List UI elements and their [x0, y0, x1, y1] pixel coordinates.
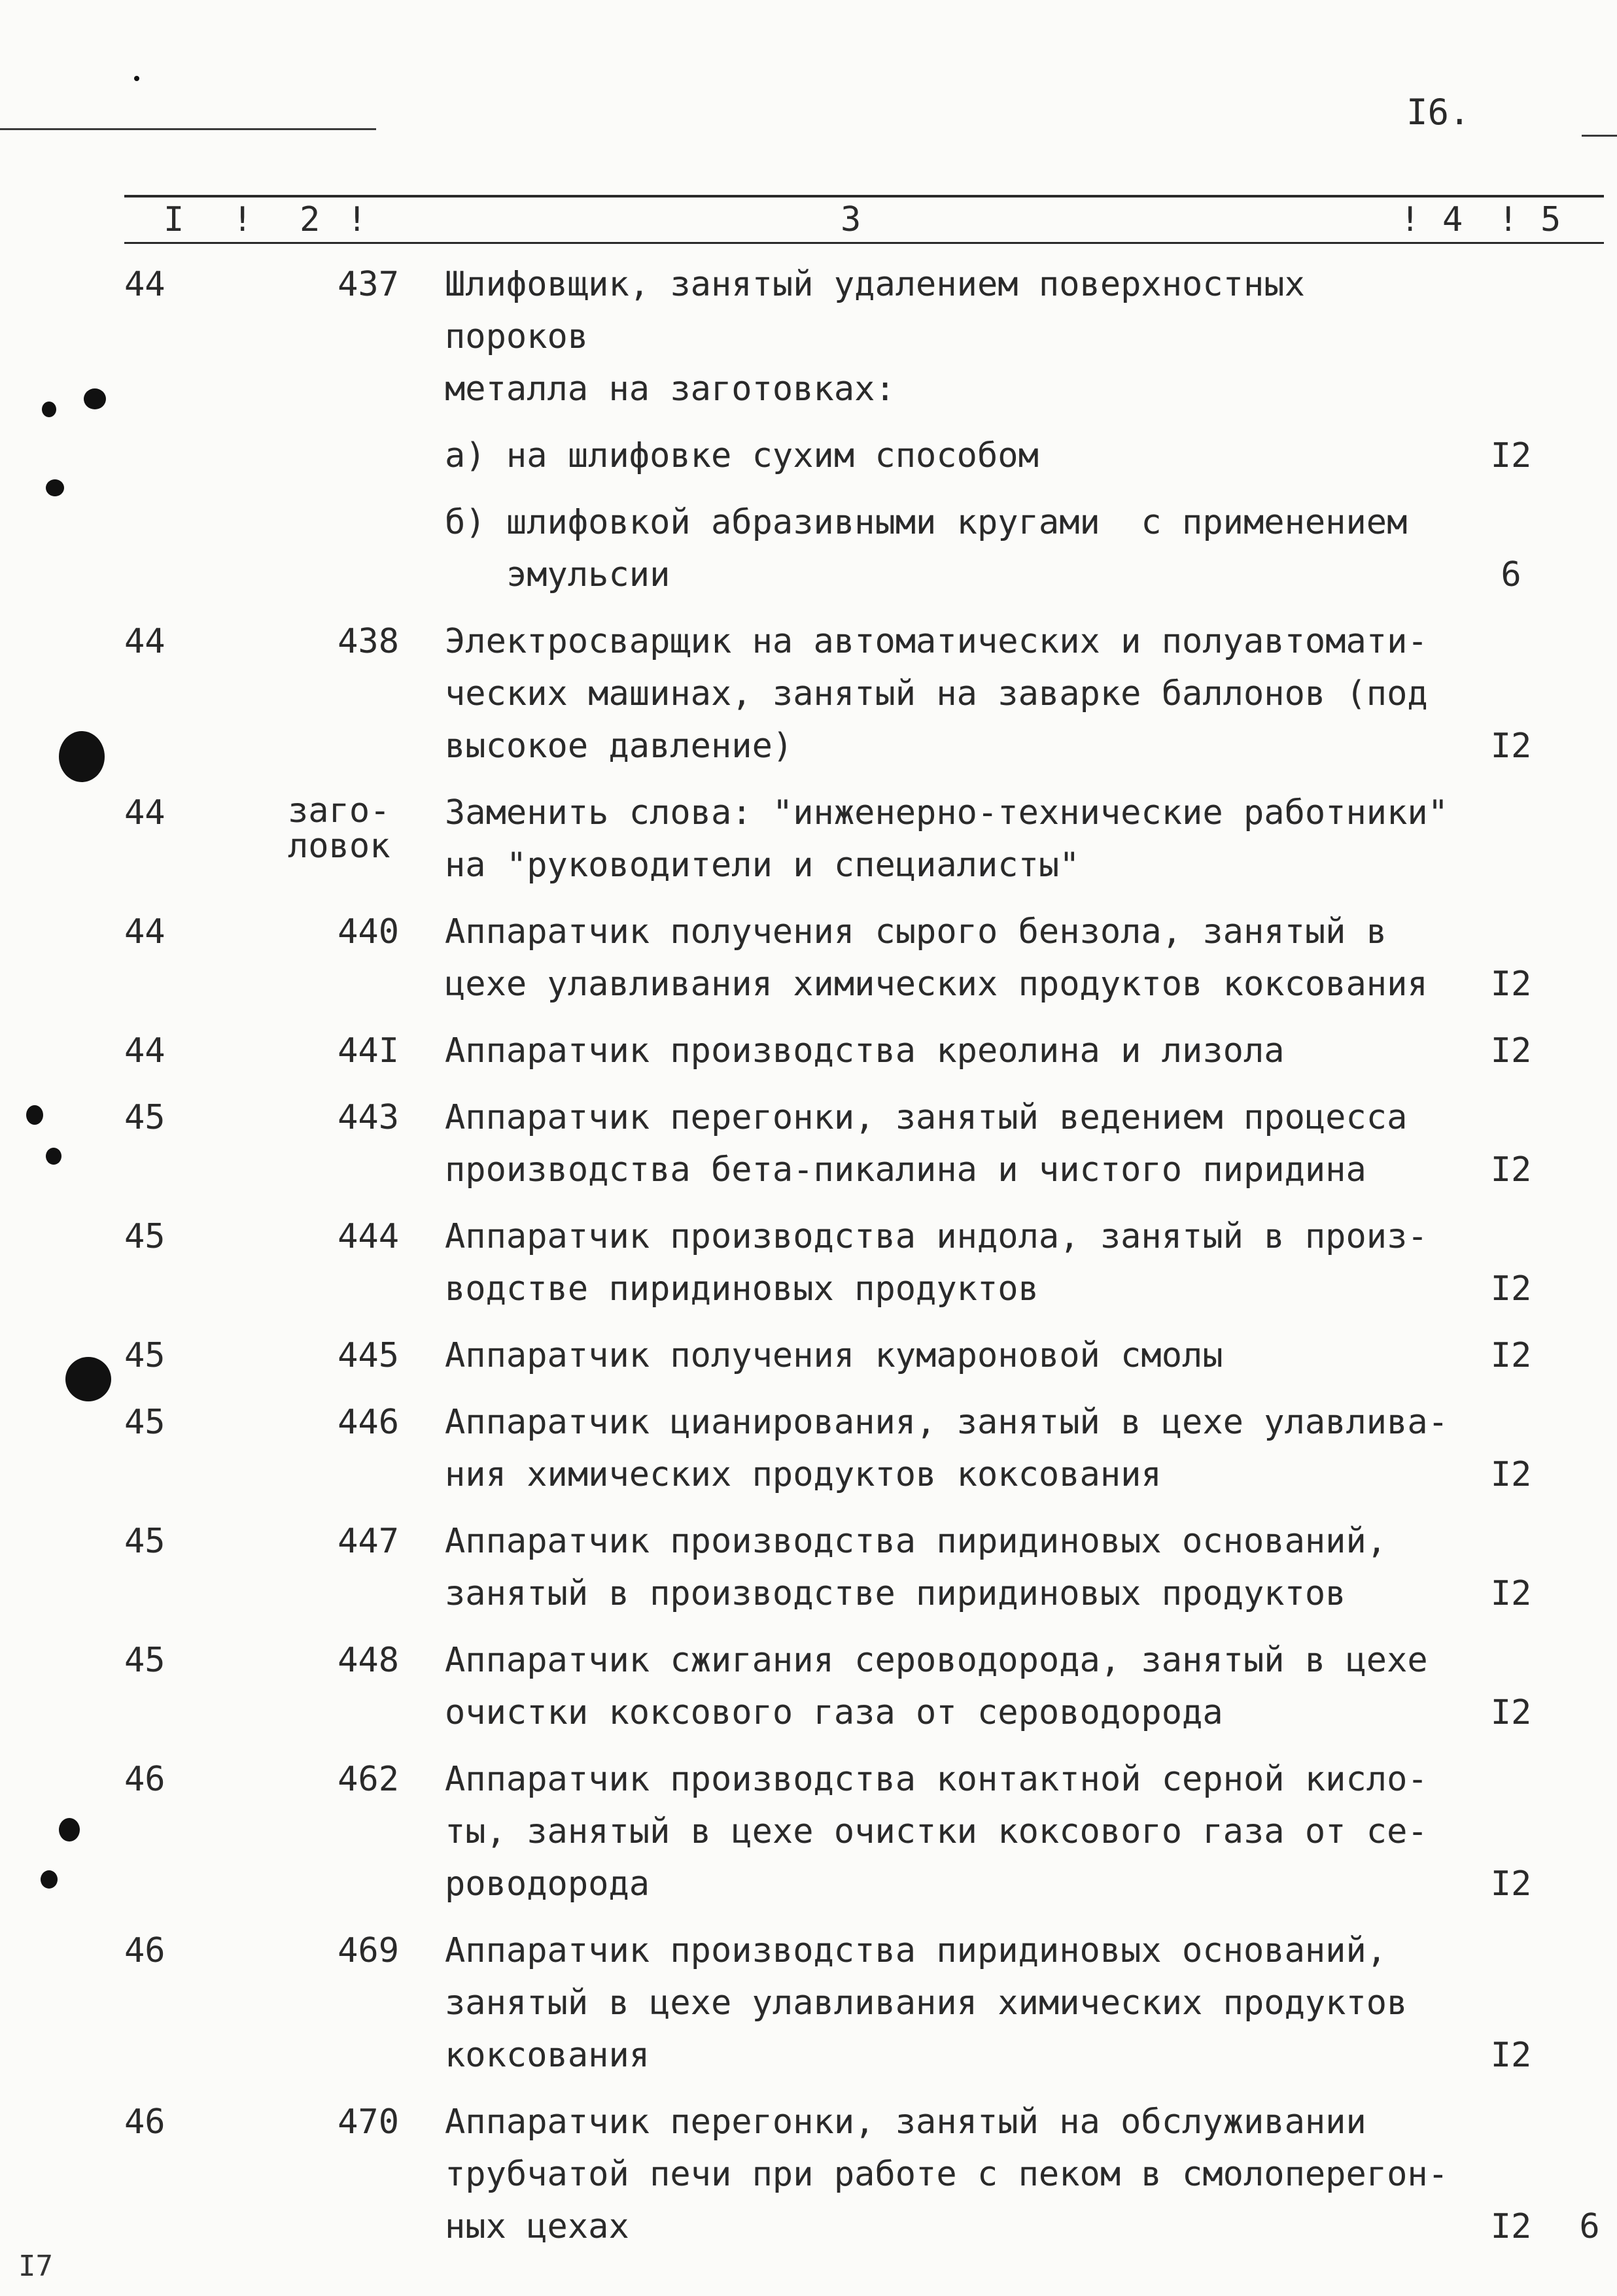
- table-row: [0, 1925, 1617, 2096]
- table-row: [0, 496, 1617, 615]
- cell-c1: 44: [124, 1031, 165, 1071]
- table-row: [0, 615, 1617, 787]
- col-separator: !: [1400, 200, 1421, 239]
- table-row: [0, 430, 1617, 496]
- cell-c2: 440: [338, 912, 399, 951]
- ink-blot: [65, 1357, 111, 1401]
- top-rule-left: [0, 128, 376, 130]
- cell-c1: 46: [124, 1931, 165, 1970]
- table-row: [0, 1025, 1617, 1091]
- cell-c1: 45: [124, 1522, 165, 1561]
- table-row: [0, 258, 1617, 430]
- cell-c1: 44: [124, 265, 165, 304]
- ink-blot: [134, 76, 139, 81]
- cell-c3: Аппаратчик цианирования, занятый в цехе улавлива- ния химических продуктов коксования: [445, 1403, 1449, 1494]
- cell-c5: 6: [1579, 2207, 1600, 2246]
- ink-blot: [84, 388, 106, 409]
- cell-c2: 444: [338, 1217, 399, 1256]
- cell-c4: I2: [1490, 1693, 1532, 1732]
- table-row: [0, 1091, 1617, 1210]
- cell-c3: Шлифовщик, занятый удалением поверхностных пороков металла на заготовках:: [445, 265, 1305, 409]
- cell-c2: 470: [338, 2102, 399, 2142]
- cell-c3: Аппаратчик производства пиридиновых оснований, занятый в цехе улавливания химических продуктов коксования: [445, 1931, 1408, 2075]
- cell-c4: I2: [1490, 1031, 1532, 1071]
- table-row: [0, 906, 1617, 1025]
- cell-c4: 6: [1501, 555, 1521, 594]
- table-row: [0, 1329, 1617, 1396]
- col-separator: !: [232, 200, 253, 239]
- cell-c3: Аппаратчик получения кумароновой смолы: [445, 1336, 1223, 1375]
- cell-c1: 44: [124, 793, 165, 832]
- cell-c4: I2: [1490, 1336, 1532, 1375]
- cell-c1: 45: [124, 1641, 165, 1680]
- table-row: [0, 2096, 1617, 2267]
- cell-c4: I2: [1490, 1269, 1532, 1309]
- col-separator: !: [347, 200, 368, 239]
- cell-c2: 445: [338, 1336, 399, 1375]
- cell-c4: I2: [1490, 1574, 1532, 1613]
- cell-c3: Аппаратчик получения сырого бензола, занятый в цехе улавливания химических продуктов коксования: [445, 912, 1428, 1004]
- cell-c4: I2: [1490, 1455, 1532, 1494]
- col-header-3: 3: [841, 200, 861, 239]
- corner-mark: I7: [18, 2250, 53, 2283]
- cell-c3: а) на шлифовке сухим способом: [445, 436, 1039, 475]
- col-header-5: 5: [1540, 200, 1561, 239]
- cell-c1: 46: [124, 1760, 165, 1799]
- cell-c4: I2: [1490, 436, 1532, 475]
- table-row: [0, 1396, 1617, 1515]
- cell-c3: Аппаратчик производства пиридиновых оснований, занятый в производстве пиридиновых продуктов: [445, 1522, 1387, 1613]
- cell-c2: 446: [338, 1403, 399, 1442]
- header-underline: [124, 242, 1604, 244]
- cell-c2: 448: [338, 1641, 399, 1680]
- top-rule-right: [1582, 135, 1617, 137]
- table-row: [0, 1210, 1617, 1329]
- cell-c3: Аппаратчик производства креолина и лизола: [445, 1031, 1285, 1071]
- cell-c2: 447: [338, 1522, 399, 1561]
- cell-c4: I2: [1490, 727, 1532, 766]
- cell-c1: 45: [124, 1403, 165, 1442]
- cell-c2: 438: [338, 622, 399, 661]
- cell-c1: 44: [124, 622, 165, 661]
- cell-c2: 437: [338, 265, 399, 304]
- cell-c4: I2: [1490, 965, 1532, 1004]
- ink-blot: [46, 1148, 61, 1165]
- table-row: [0, 1515, 1617, 1634]
- cell-c3: Электросварщик на автоматических и полуавтомати- ческих машинах, занятый на заварке баллонов (под высокое давление): [445, 622, 1428, 766]
- col-header-2: 2: [300, 200, 321, 239]
- cell-c2: 469: [338, 1931, 399, 1970]
- cell-c1: 45: [124, 1217, 165, 1256]
- cell-c1: 44: [124, 912, 165, 951]
- ink-blot: [41, 1870, 58, 1889]
- cell-c1: 46: [124, 2102, 165, 2142]
- table-row: [0, 1634, 1617, 1753]
- cell-c2: 44I: [338, 1031, 399, 1071]
- cell-c2: 462: [338, 1760, 399, 1799]
- table-row: [0, 787, 1617, 906]
- table-body: [0, 258, 1617, 2267]
- cell-c3: б) шлифовкой абразивными кругами с применением эмульсии: [445, 503, 1408, 594]
- cell-c3: Аппаратчик перегонки, занятый ведением процесса производства бета-пикалина и чистого пиридина: [445, 1098, 1408, 1190]
- ink-blot: [26, 1105, 43, 1125]
- cell-c4: I2: [1490, 2207, 1532, 2246]
- col-separator: !: [1498, 200, 1519, 239]
- cell-c3: Аппаратчик сжигания сероводорода, занятый в цехе очистки коксового газа от сероводорода: [445, 1641, 1428, 1732]
- ink-blot: [59, 1818, 80, 1842]
- cell-c4: I2: [1490, 1864, 1532, 1904]
- page-number: I6.: [1406, 92, 1470, 133]
- cell-c3: Аппаратчик производства индола, занятый в произ- водстве пиридиновых продуктов: [445, 1217, 1428, 1309]
- ink-blot: [46, 479, 64, 496]
- ink-blot: [59, 731, 105, 782]
- table-row: [0, 1753, 1617, 1925]
- cell-c3: Аппаратчик перегонки, занятый на обслуживании трубчатой печи при работе с пеком в смолоперегон- ных цехах: [445, 2102, 1449, 2246]
- cell-c4: I2: [1490, 1150, 1532, 1190]
- table-top-rule: [124, 195, 1604, 197]
- cell-c3: Заменить слова: "инженерно-технические работники" на "руководители и специалисты": [445, 793, 1449, 885]
- ink-blot: [42, 402, 56, 417]
- cell-c2: заго- ловок: [288, 791, 391, 866]
- cell-c4: I2: [1490, 2036, 1532, 2075]
- cell-c2: 443: [338, 1098, 399, 1137]
- cell-c1: 45: [124, 1336, 165, 1375]
- cell-c1: 45: [124, 1098, 165, 1137]
- cell-c3: Аппаратчик производства контактной серной кисло- ты, занятый в цехе очистки коксового газа от се- роводорода: [445, 1760, 1428, 1904]
- col-header-4: 4: [1442, 200, 1463, 239]
- col-header-1: I: [164, 200, 184, 239]
